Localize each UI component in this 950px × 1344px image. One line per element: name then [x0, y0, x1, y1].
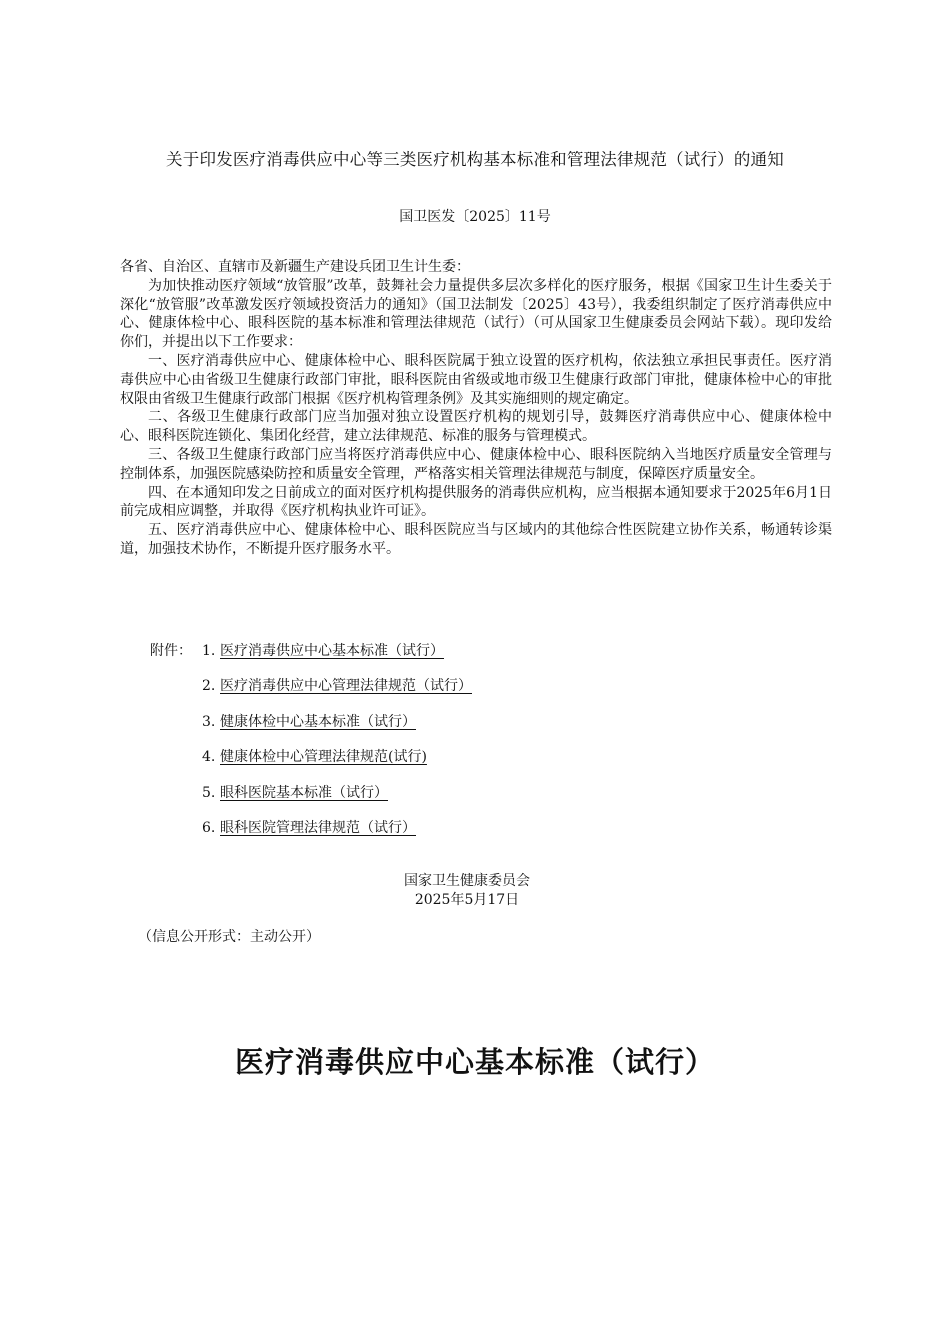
attachment-number: 6. — [202, 819, 216, 836]
attachment-item — [150, 711, 750, 746]
paragraph-requirement-5: 五、医疗消毒供应中心、健康体检中心、眼科医院应当与区域内的其他综合性医院建立协作关系，畅通转诊渠道，加强技术协作，不断提升医疗服务水平。 — [120, 522, 832, 557]
attachment-link[interactable]: 眼科医院基本标准（试行） — [220, 784, 388, 801]
notice-body — [120, 258, 832, 559]
attachment-number: 4. — [202, 749, 216, 766]
attachment-link[interactable]: 健康体检中心基本标准（试行） — [220, 713, 416, 730]
attachment-link[interactable]: 健康体检中心管理法律规范(试行) — [220, 749, 427, 766]
signature-block — [0, 872, 942, 910]
attachment-item — [150, 817, 750, 852]
paragraph-intro: 为加快推动医疗领域“放管服”改革，鼓舞社会力量提供多层次多样化的医疗服务，根据《国家卫生计生委关于深化“放管服”改革激发医疗领域投资活力的通知》（国卫法制发〔2025〕43号），我委组织制定了医疗消毒供应中心、健康体检中心、眼科医院的基本标准和管理法律规范（试行）（可从国家卫生健康委员会网站下载）。现印发给你们，并提出以下工作要求： — [120, 277, 832, 351]
attachment-item — [150, 675, 750, 710]
attachment-number: 1. — [202, 643, 216, 659]
attachment-item — [150, 746, 750, 781]
paragraph-requirement-2: 二、各级卫生健康行政部门应当加强对独立设置医疗机构的规划引导，鼓舞医疗消毒供应中心、健康体检中心、眼科医院连锁化、集团化经营，建立法律规范、标准的服务与管理模式。 — [120, 409, 832, 445]
attachments-label: 附件： — [150, 643, 192, 659]
attachment-number: 3. — [202, 713, 216, 730]
addressee: 各省、自治区、直辖市及新疆生产建设兵团卫生计生委： — [120, 259, 470, 275]
attachment-number: 2. — [202, 678, 216, 695]
attachment-link[interactable]: 医疗消毒供应中心基本标准（试行） — [220, 643, 444, 659]
paragraph-requirement-3: 三、各级卫生健康行政部门应当将医疗消毒供应中心、健康体检中心、眼科医院纳入当地医疗质量安全管理与控制体系，加强医院感染防控和质量安全管理，严格落实相关管理法律规范与制度，保障医疗质量安全。 — [120, 446, 832, 482]
attachment-item — [150, 640, 750, 675]
attachment-link[interactable]: 眼科医院管理法律规范（试行） — [220, 819, 416, 836]
section-heading: 医疗消毒供应中心基本标准（试行） — [234, 1045, 715, 1079]
attachments-list — [150, 640, 750, 852]
document-number: 国卫医发〔2025〕11号 — [399, 209, 551, 225]
attachment-link[interactable]: 医疗消毒供应中心管理法律规范（试行） — [220, 678, 472, 695]
paragraph-requirement-1: 一、医疗消毒供应中心、健康体检中心、眼科医院属于独立设置的医疗机构，依法独立承担民事责任。医疗消毒供应中心由省级卫生健康行政部门审批，眼科医院由省级或地市级卫生健康行政部门审批，健康体检中心的审批权限由省级卫生健康行政部门根据《医疗机构管理条例》及其实施细则的规定确定。 — [120, 352, 832, 407]
paragraph-requirement-4: 四、在本通知印发之日前成立的面对医疗机构提供服务的消毒供应机构，应当根据本通知要求于2025年6月1日前完成相应调整，并取得《医疗机构执业许可证》。 — [120, 484, 832, 520]
issue-date: 2025年5月17日 — [414, 892, 520, 908]
attachment-number: 5. — [202, 784, 216, 801]
notice-title: 关于印发医疗消毒供应中心等三类医疗机构基本标准和管理法律规范（试行）的通知 — [166, 150, 784, 169]
issuer-name: 国家卫生健康委员会 — [404, 873, 530, 889]
disclosure-note: （信息公开形式：主动公开） — [138, 929, 320, 945]
attachment-item — [150, 782, 750, 817]
